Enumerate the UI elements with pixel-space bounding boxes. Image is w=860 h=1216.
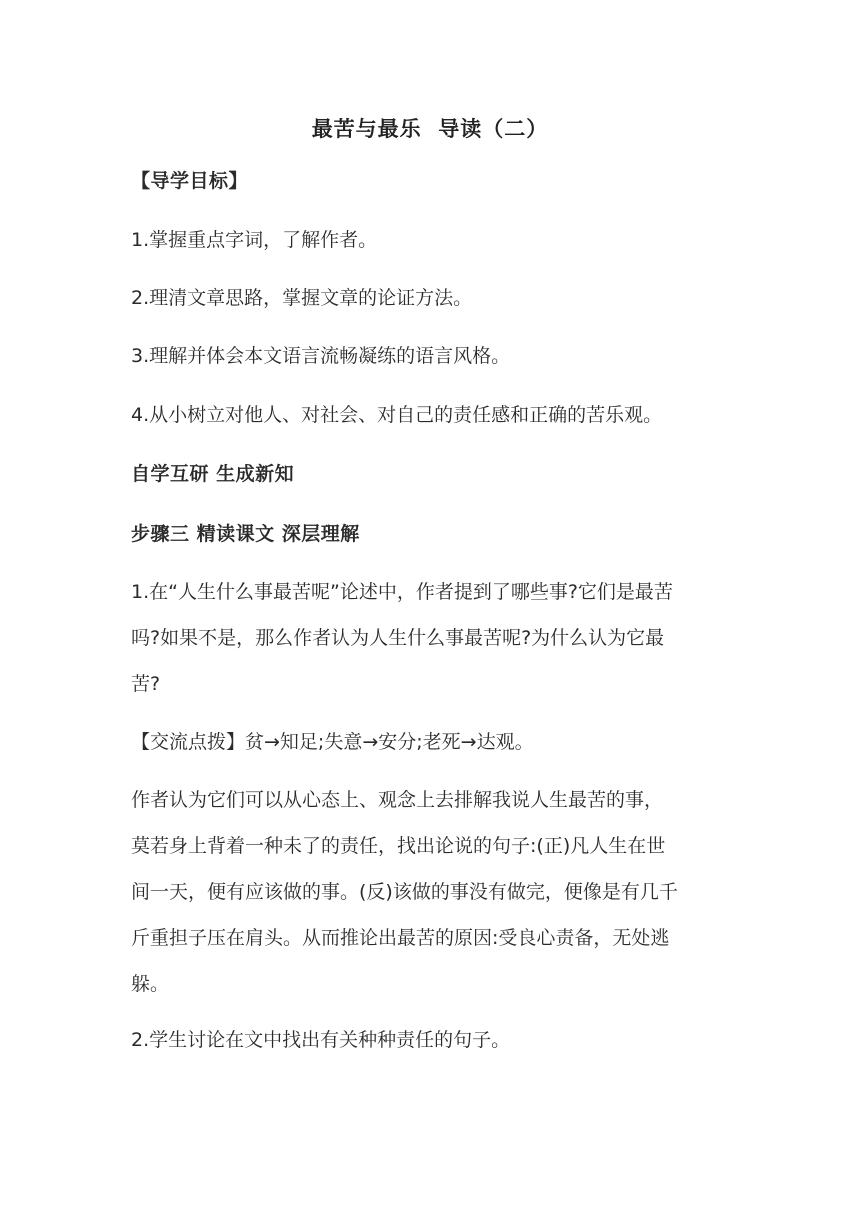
section-heading: 自学互研 生成新知: [131, 463, 295, 485]
question-1-line: 吗?如果不是，那么作者认为人生什么事最苦呢?为什么认为它最: [131, 627, 665, 649]
goal-item-2: 2.理清文章思路，掌握文章的论证方法。: [131, 287, 473, 309]
question-1-line: 1.在“人生什么事最苦呢”论述中，作者提到了哪些事?它们是最苦: [131, 581, 673, 603]
explanation-line: 莫若身上背着一种未了的责任，找出论说的句子:(正)凡人生在世: [131, 835, 666, 857]
question-1: [131, 569, 731, 707]
goals-heading: 【导学目标】: [131, 170, 249, 192]
step-heading: 步骤三 精读课文 深层理解: [131, 523, 360, 545]
document-title: 最苦与最乐 导读（二）: [311, 117, 549, 141]
goal-item-4: 4.从小树立对他人、对社会、对自己的责任感和正确的苦乐观。: [131, 404, 663, 426]
explanation-line: 躲。: [131, 973, 170, 995]
goal-item-1: 1.掌握重点字词，了解作者。: [131, 229, 378, 251]
exchange-hint: 【交流点拨】贫→知足;失意→安分;老死→达观。: [131, 731, 534, 753]
explanation-line: 作者认为它们可以从心态上、观念上去排解我说人生最苦的事，: [131, 789, 664, 811]
question-2: 2.学生讨论在文中找出有关种种责任的句子。: [131, 1029, 511, 1051]
question-1-line: 苦?: [131, 673, 161, 695]
explanation-paragraph: [131, 777, 731, 1007]
explanation-line: 间一天，便有应该做的事。(反)该做的事没有做完，便像是有几千: [131, 881, 678, 903]
goal-item-3: 3.理解并体会本文语言流畅凝练的语言风格。: [131, 345, 511, 367]
explanation-line: 斤重担子压在肩头。从而推论出最苦的原因:受良心责备，无处逃: [131, 927, 670, 949]
